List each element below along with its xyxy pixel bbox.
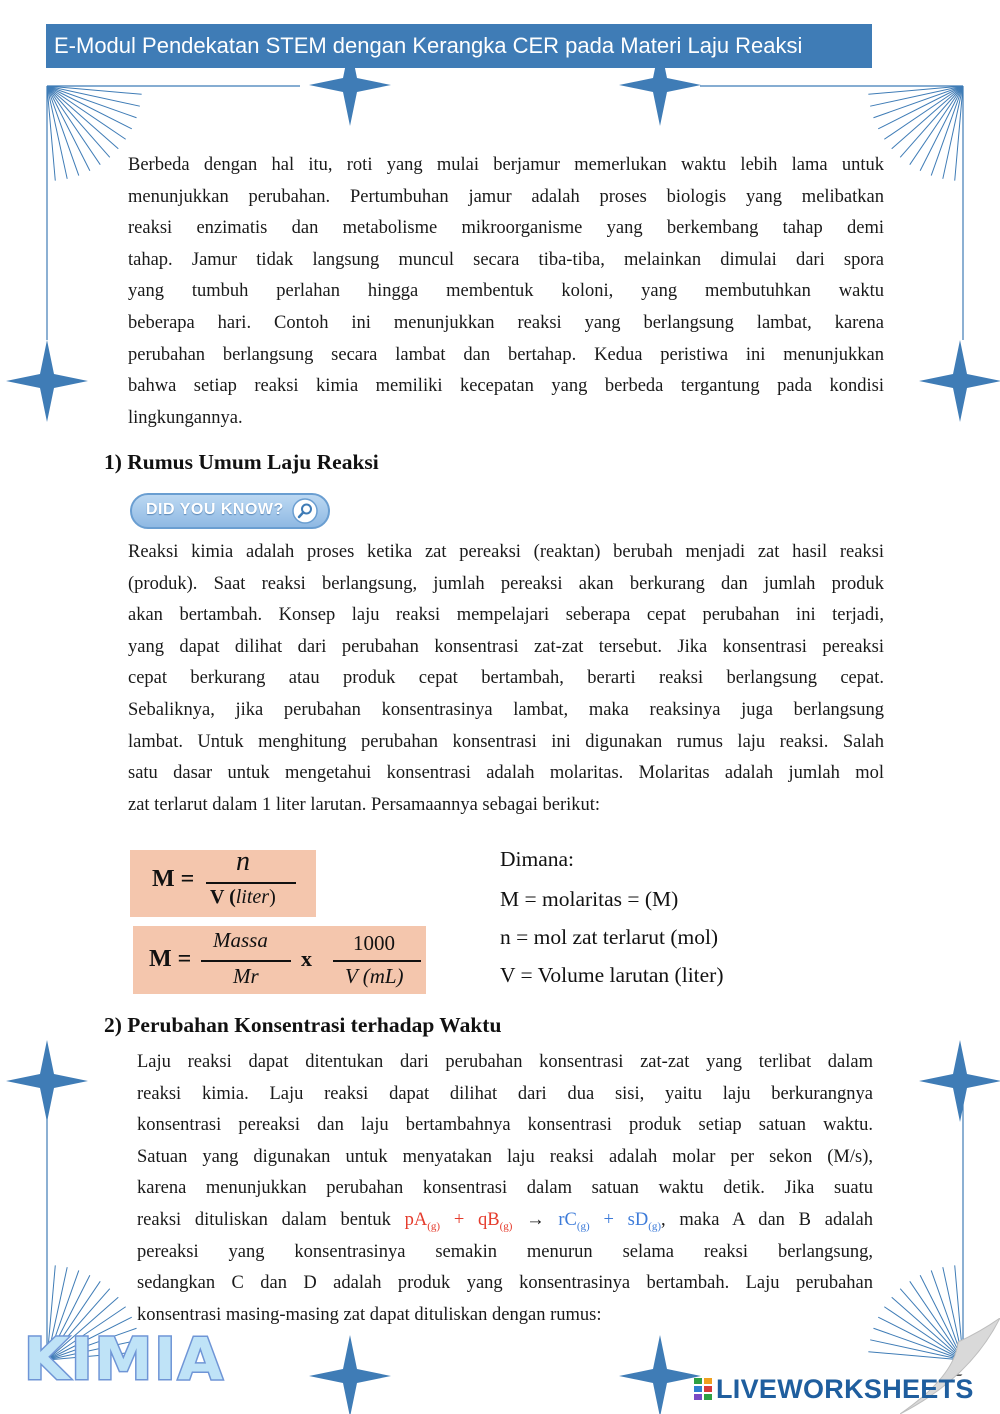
molarity-mass-formula-box [133,926,426,994]
did-you-know-button[interactable] [130,493,330,529]
magnifier-icon [292,498,318,524]
star-icon [6,340,88,422]
text-line: tahap. Jamur tidak langsung muncul secara tiba-tiba, melainkan dimulai dari spora [128,249,884,270]
state-sub: (g) [576,1220,590,1233]
eq-suffix: , maka A dan B adalah [661,1209,874,1230]
text-line: Laju reaksi dapat ditentukan dari perubahan konsentrasi zat-zat yang terlibat dalam [137,1052,873,1072]
text-line: Satuan yang digunakan untuk menyatakan laju reaksi adalah molar per sekon (M/s), [137,1146,873,1167]
text-line: bahwa setiap reaksi kimia memiliki kecepatan yang berbeda tergantung pada kondisi [128,376,884,397]
star-icon [6,1040,88,1122]
star-icon [919,1040,1000,1122]
plus-sign: + [603,1209,614,1230]
formula-den2: V (mL) [345,964,404,988]
formula-num1: Massa [213,928,268,952]
denominator-bold: V ( [210,886,236,908]
ray-line [870,86,963,106]
denominator-close: ) [269,886,276,908]
section1-heading: 1) Rumus Umum Laju Reaksi [104,450,379,474]
text-line: konsentrasi masing-masing zat dapat dituliskan dengan rumus: [137,1304,602,1325]
kimia-logo-text: KIMIA [24,1325,225,1393]
denominator-italic: liter [235,886,270,908]
fraction-bar [206,882,296,884]
header-title: E-Modul Pendekatan STEM dengan Kerangka CER pada Materi Laju Reaksi [46,24,872,68]
plus-sign: + [453,1209,465,1230]
text-line: pereaksi yang konsentrasinya semakin menurun selama reaksi berlangsung, [137,1241,873,1262]
formula-denominator [210,886,276,909]
star-icon [309,1335,391,1414]
text-line: (produk). Saat reaksi berlangsung, jumlah pereaksi akan berkurang dan jumlah produk [128,573,884,594]
text-line: satu dasar untuk mengetahui konsentrasi adalah molaritas. Molaritas adalah jumlah mol [128,763,884,784]
text-line: cepat berkurang atau produk cepat bertambah, berarti reaksi berlangsung cepat. [128,668,884,689]
section2-heading: 2) Perubahan Konsentrasi terhadap Waktu [104,1013,502,1037]
formula-den1: Mr [233,964,259,988]
text-line: karena menunjukkan perubahan konsentrasi dalam satuan waktu detik. Jika suatu [137,1178,873,1199]
definition-item: n = mol zat terlarut (mol) [500,925,719,949]
text-line: lingkungannya. [128,407,243,428]
text-line: Reaksi kimia adalah proses ketika zat pereaksi (reaktan) berubah menjadi zat hasil reaksi [128,542,884,562]
reactant-a [404,1209,513,1233]
liveworksheets-logo-icon [694,1378,712,1400]
formula-numerator: n [236,846,250,877]
reactant-a-formula: pA [404,1209,428,1230]
ray-line [47,86,140,106]
text-line: reaksi enzimatis dan metabolisme mikroorganisme yang berkembang tahap demi [128,218,884,239]
text-line: sedangkan C dan D adalah produk yang konsentrasinya bertambah. Laju perubahan [137,1273,873,1294]
star-icon [619,1335,701,1414]
ray-line [943,86,963,179]
state-sub: (g) [648,1220,662,1233]
reaction-arrow: → [526,1209,545,1230]
state-sub: (g) [427,1220,441,1233]
liveworksheets-text: LIVEWORKSHEETS [716,1374,974,1404]
formula-lhs: M = [149,946,192,972]
text-line: Berbeda dengan hal itu, roti yang mulai berjamur memerlukan waktu lebih lama untuk [128,155,884,175]
text-line: zat terlarut dalam 1 liter larutan. Persamaannya sebagai berikut: [128,794,601,815]
text-line: akan bertambah. Konsep laju reaksi mempelajari seberapa cepat perubahan ini terjadi, [128,605,884,626]
star-icon [919,340,1000,422]
formula-lhs: M = [152,866,195,892]
text-line: lambat. Untuk menghitung perubahan konsentrasi ini digunakan rumus laju reaksi. Salah [128,731,884,752]
liveworksheets-watermark[interactable] [694,1374,994,1404]
product-c [558,1209,662,1233]
text-line: perubahan berlangsung secara lambat dan bertahap. Kedua peristiwa ini menunjukkan [128,344,884,365]
fraction-bar [201,960,291,962]
formula-times: x [301,946,312,971]
text-line: menunjukkan perubahan. Pertumbuhan jamur adalah proses biologis yang melibatkan [128,186,884,207]
fraction-bar [333,960,421,962]
text-line: Sebaliknya, jika perubahan konsentrasinya lambat, maka reaksinya juga berlangsung [128,699,884,720]
state-sub: (g) [499,1220,513,1233]
reactant-b-formula: qB [478,1209,500,1230]
ray-line [47,86,67,179]
product-c-formula: rC [558,1209,577,1230]
did-you-know-label: DID YOU KNOW? [146,501,284,518]
section2-paragraph [137,1047,873,1331]
text-line: yang dapat dilihat dari perubahan konsentrasi zat-zat tersebut. Jika konsentrasi pereaksi [128,636,884,657]
kimia-logo [20,1325,260,1395]
intro-paragraph [128,150,884,434]
definitions-label: Dimana: [500,847,575,871]
text-line: beberapa hari. Contoh ini menunjukkan reaksi yang berlangsung lambat, karena [128,312,884,333]
text-line: konsentrasi pereaksi dan laju bertambahnya konsentrasi produk setiap satuan waktu. [137,1115,873,1136]
definition-item: M = molaritas = (M) [500,887,679,911]
text-line: reaksi kimia. Laju reaksi dapat dilihat dari dua sisi, yaitu laju berkurangnya [137,1083,873,1104]
definition-item: V = Volume larutan (liter) [500,963,724,987]
equation-line [137,1205,873,1237]
text-line: yang tumbuh perlahan hingga membentuk koloni, yang membutuhkan waktu [128,281,884,302]
product-d-formula: sD [627,1209,649,1230]
molarity-formula-box [130,846,316,917]
eq-prefix: reaksi dituliskan dalam bentuk [137,1209,391,1230]
section1-paragraph [128,537,884,821]
formula-num2: 1000 [353,931,395,955]
